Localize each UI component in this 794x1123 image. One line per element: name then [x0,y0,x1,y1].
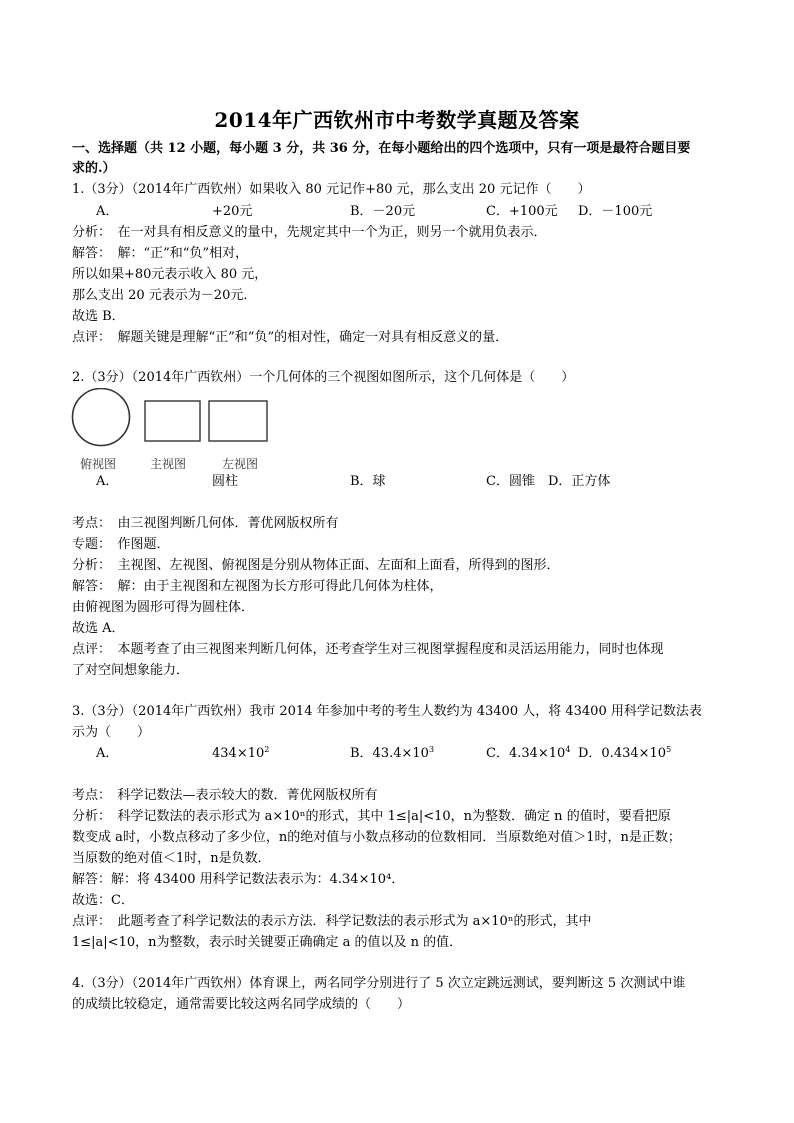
figure-label-front-view: 主视图 [150,457,187,471]
q1-answer-line3: 那么支出 20 元表示为－20元． [72,288,257,303]
top-view-circle [73,389,130,446]
q3-comment: 点评： 此题考查了科学记数法的表示方法．科学记数法的表示形式为 a×10ⁿ的形式，其中 [72,914,592,929]
q2-option-b: B．球 [350,474,386,489]
q2-option-a: 圆柱 [212,474,239,489]
q2-comment-line2: 了对空间想象能力． [72,663,190,678]
q3-option-a-label: A． [96,746,119,761]
left-view-rectangle [209,401,267,441]
q2-knowledge-point: 考点： 由三视图判断几何体．菁优网版权所有 [72,516,339,531]
q1-answer: 解答： 解：“正”和“负”相对， [72,246,249,261]
q3-option-c: C．$4.34\times 10^4$ [486,745,571,761]
figure-label-top-view: 俯视图 [80,457,117,471]
q1-option-b: B．－20元 [350,204,416,219]
q3-comment-line2: 1≤|a|<10，n为整数，表示时关键要正确确定 a 的值以及 n 的值． [72,935,463,950]
section-heading: 一、选择题（共 12 小题，每小题 3 分，共 36 分，在每小题给出的四个选项中，只有一项是最符合题目要 [72,141,691,156]
q1-answer-line2: 所以如果+80元表示收入 80 元， [72,267,268,282]
q4-stem: 4.（3分）（2014年广西钦州）体育课上，两名同学分别进行了 5 次立定跳远测试，要判断这 5 次测试中谁 [72,976,686,991]
q3-conclusion: 故选：C． [72,893,134,908]
figure-label-left-view: 左视图 [222,457,259,471]
q3-option-d: D．$0.434\times 10^5$ [578,745,672,761]
q2-option-d: D．正方体 [548,474,611,489]
q3-option-a: $434\times 10^2$ [212,745,270,761]
q2-conclusion: 故选 A． [72,621,125,636]
front-view-rectangle [145,401,200,441]
q1-comment: 点评： 解题关键是理解“正”和“负”的相对性，确定一对具有相反意义的量． [72,330,509,345]
q2-stem: 2.（3分）（2014年广西钦州）一个几何体的三个视图如图所示，这个几何体是（ ） [72,370,575,385]
q1-option-a-label: A． [96,204,119,219]
q2-answer: 解答： 解：由于主视图和左视图为长方形可得此几何体为柱体， [72,579,443,594]
q3-option-b: B．$43.4\times 10^3$ [350,745,435,761]
q3-stem-line2: 示为（ ） [72,725,151,740]
q1-stem: 1.（3分）（2014年广西钦州）如果收入 80 元记作+80 元，那么支出 20 元记作（ ） [72,182,591,197]
document-title: 2014年广西钦州市中考数学真题及答案 [214,108,580,132]
q1-analysis: 分析： 在一对具有相反意义的量中，先规定其中一个为正，则另一个就用负表示． [72,225,547,240]
q2-option-a-label: A． [96,474,119,489]
q3-answer: 解答：解：将 43400 用科学记数法表示为：4.34×10⁴． [72,872,405,887]
three-views-figure [70,388,280,450]
q3-analysis: 分析： 科学记数法的表示形式为 a×10ⁿ的形式，其中 1≤|a|<10，n为整数．确定 n 的值时，要看把原 [72,809,671,824]
q3-analysis-line2: 数变成 a时，小数点移动了多少位，n的绝对值与小数点移动的位数相同．当原数绝对值＞1时，n是正数； [72,830,681,845]
q3-analysis-line3: 当原数的绝对值＜1时，n是负数． [72,851,271,866]
q2-comment: 点评： 本题考查了由三视图来判断几何体，还考查学生对三视图掌握程度和灵活运用能力，同时也体现 [72,642,664,657]
section-heading-cont: 求的.） [72,161,116,176]
q2-answer-line2: 由俯视图为圆形可得为圆柱体． [72,600,255,615]
q1-option-c: C．+100元 [486,204,558,219]
q4-stem-line2: 的成绩比较稳定，通常需要比较这两名同学成绩的（ ） [72,997,411,1012]
q1-conclusion: 故选 B． [72,309,125,324]
q1-option-d: D．－100元 [578,204,653,219]
q3-stem: 3.（3分）（2014年广西钦州）我市 2014 年参加中考的考生人数约为 43400 人，将 43400 用科学记数法表 [72,704,702,719]
q2-topic: 专题： 作图题． [72,537,170,552]
q1-option-a: +20元 [212,204,253,219]
q3-knowledge-point: 考点： 科学记数法—表示较大的数．菁优网版权所有 [72,788,378,803]
q2-analysis: 分析： 主视图、左视图、俯视图是分别从物体正面、左面和上面看，所得到的图形． [72,558,560,573]
q2-option-c: C．圆锥 [486,474,535,489]
